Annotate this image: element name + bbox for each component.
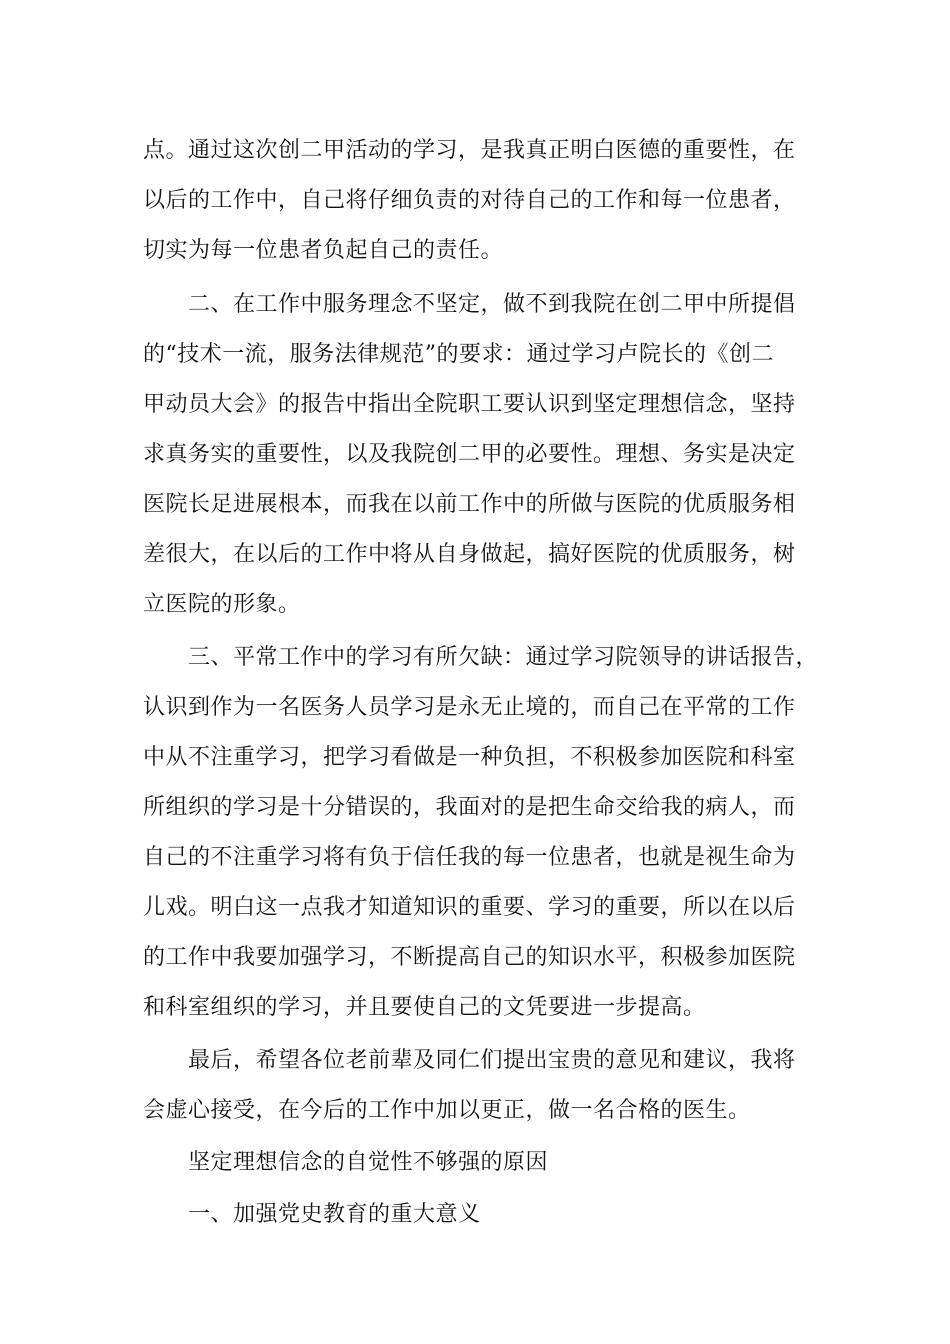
paragraph-line: 切实为每一位患者负起自己的责任。: [143, 238, 504, 263]
paragraph-line: 立医院的形象。: [143, 592, 301, 617]
paragraph-line: 最后，希望各位老前辈及同仁们提出宝贵的意见和建议，我将: [188, 1048, 796, 1073]
paragraph-line: 会虚心接受，在今后的工作中加以更正，做一名合格的医生。: [143, 1098, 751, 1123]
paragraph-line: 二、在工作中服务理念不坚定，做不到我院在创二甲中所提倡: [188, 292, 796, 317]
section-heading: 一、加强党史教育的重大意义: [188, 1202, 481, 1227]
paragraph-line: 的“技术一流，服务法律规范”的要求：通过学习卢院长的《创二: [143, 342, 774, 367]
paragraph-line: 自己的不注重学习将有负于信任我的每一位患者，也就是视生命为: [143, 845, 796, 870]
paragraph-line: 和科室组织的学习，并且要使自己的文凭要进一步提高。: [143, 995, 706, 1020]
paragraph-line: 以后的工作中，自己将仔细负责的对待自己的工作和每一位患者，: [143, 188, 796, 213]
paragraph-line: 差很大，在以后的工作中将从自身做起，搞好医院的优质服务，树: [143, 542, 796, 567]
paragraph-line: 认识到作为一名医务人员学习是永无止境的，而自己在平常的工作: [143, 695, 796, 720]
paragraph-line: 医院长足进展根本，而我在以前工作中的所做与医院的优质服务相: [143, 492, 796, 517]
section-heading: 坚定理想信念的自觉性不够强的原因: [188, 1150, 549, 1175]
paragraph-line: 点。通过这次创二甲活动的学习，是我真正明白医德的重要性，在: [143, 138, 796, 163]
paragraph-line: 的工作中我要加强学习，不断提高自己的知识水平，积极参加医院: [143, 945, 796, 970]
paragraph-line: 求真务实的重要性，以及我院创二甲的必要性。理想、务实是决定: [143, 442, 796, 467]
paragraph-line: 儿戏。明白这一点我才知道知识的重要、学习的重要，所以在以后: [143, 895, 796, 920]
paragraph-line: 三、平常工作中的学习有所欠缺：通过学习院领导的讲话报告，: [188, 645, 819, 670]
paragraph-line: 所组织的学习是十分错误的，我面对的是把生命交给我的病人，而: [143, 795, 796, 820]
paragraph-line: 甲动员大会》的报告中指出全院职工要认识到坚定理想信念，坚持: [143, 392, 796, 417]
paragraph-line: 中从不注重学习，把学习看做是一种负担，不积极参加医院和科室: [143, 745, 796, 770]
